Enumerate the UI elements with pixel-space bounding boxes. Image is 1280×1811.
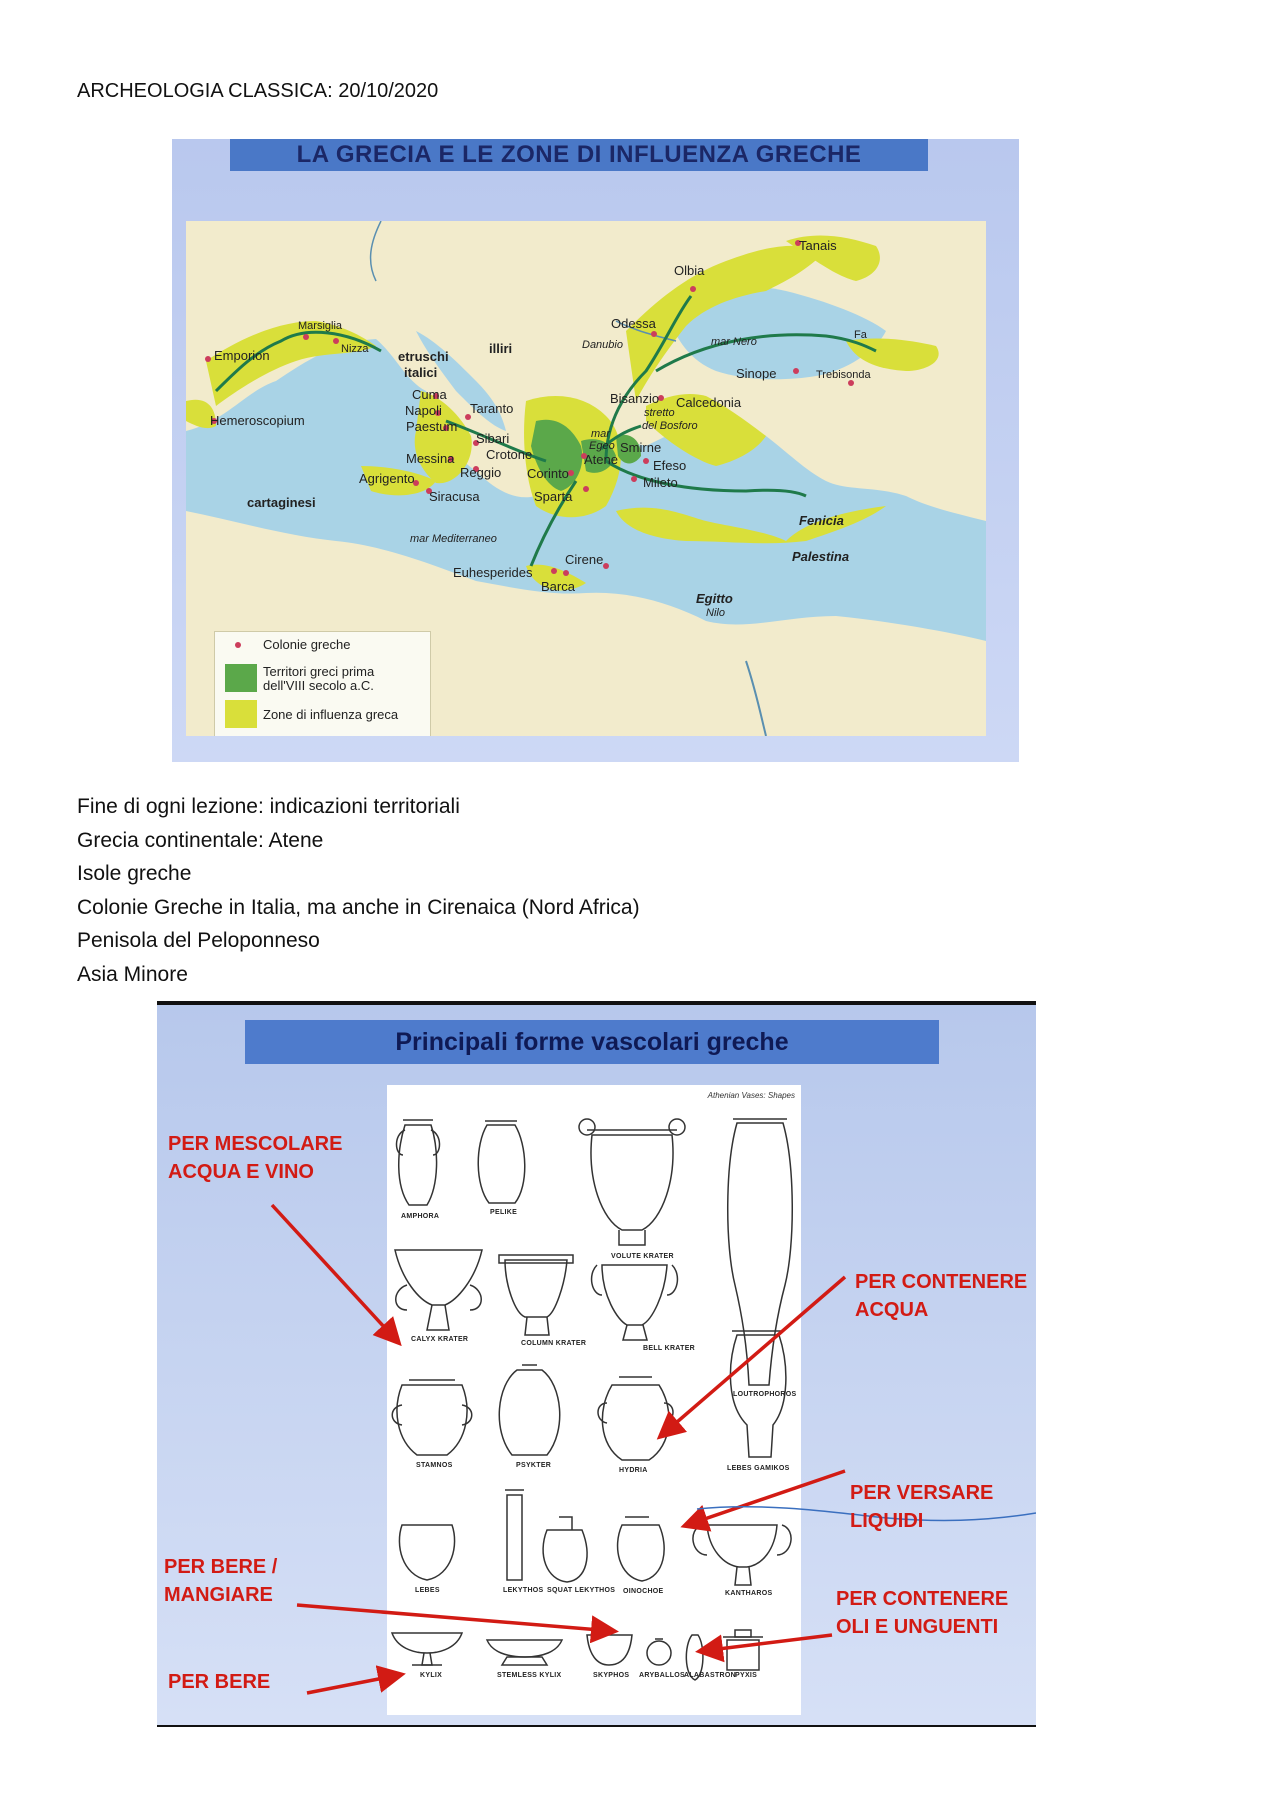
vase-label-skyphos: SKYPHOS	[593, 1672, 630, 1679]
map-label-sinope: Sinope	[736, 366, 777, 381]
vase-label-alabastron: ALABASTRON	[684, 1672, 736, 1679]
map-label-danubio: Danubio	[582, 339, 623, 351]
legend-territories-1: Territori greci prima	[263, 664, 375, 679]
map-label-mar-mediterraneo: mar Mediterraneo	[410, 533, 497, 545]
vase-label-stemless-kylix: STEMLESS KYLIX	[497, 1672, 562, 1679]
map-label-fenicia: Fenicia	[799, 513, 844, 528]
vase-label-loutrophoros: LOUTROPHOROS	[733, 1391, 797, 1398]
category-mix	[168, 1130, 342, 1186]
map-label-fasi: Fa	[854, 329, 867, 341]
map-label-paestum: Paestum	[406, 419, 458, 434]
map-label-olbia: Olbia	[674, 263, 705, 278]
page-header: ARCHEOLOGIA CLASSICA: 20/10/2020	[77, 80, 439, 102]
map-label-atene: Atene	[584, 452, 618, 467]
note-line: Penisola del Peloponneso	[77, 929, 320, 952]
map-area	[186, 221, 986, 736]
legend-colony-dot	[235, 642, 241, 648]
legend-influence: Zone di influenza greca	[263, 707, 399, 722]
category-pour	[850, 1479, 993, 1535]
map-label-reggio: Reggio	[460, 465, 502, 480]
note-line: Grecia continentale: Atene	[77, 828, 324, 852]
map-label-efeso: Efeso	[653, 458, 687, 473]
vase-label-hydria: HYDRIA	[619, 1467, 648, 1474]
note-line: Fine di ogni lezione: indicazioni territoriali	[77, 795, 460, 818]
category-oils-line-1: PER CONTENERE	[836, 1588, 1009, 1610]
vase-label-stamnos: STAMNOS	[416, 1462, 453, 1469]
map-label-nilo: Nilo	[706, 607, 725, 619]
map-label-sibari: Sibari	[476, 431, 510, 446]
map-label-euhesperides: Euhesperides	[453, 565, 533, 580]
map-label-cirene: Cirene	[565, 552, 604, 567]
lecture-notes	[77, 790, 640, 991]
map-label-marsiglia: Marsiglia	[298, 320, 343, 332]
map-label-nizza: Nizza	[341, 343, 369, 355]
map-label-agrigento: Agrigento	[359, 471, 415, 486]
category-drink-eat-line-2: MANGIARE	[164, 1584, 273, 1606]
map-label-mar-nero: mar Nero	[711, 336, 757, 348]
category-water	[855, 1268, 1027, 1324]
map-label-illiri: illiri	[489, 341, 513, 356]
vase-label-oinochoe: OINOCHOE	[623, 1588, 664, 1595]
vase-label-column-krater: COLUMN KRATER	[521, 1340, 587, 1347]
category-oils	[836, 1585, 1008, 1641]
category-mix-line-1: PER MESCOLARE	[168, 1133, 343, 1155]
map-label-stretto: stretto	[644, 407, 675, 419]
map-label-palestina: Palestina	[792, 549, 850, 564]
vase-label-bell-krater: BELL KRATER	[643, 1345, 696, 1352]
category-oils-line-2: OLI E UNGUENTI	[836, 1616, 999, 1638]
map-label-cartaginesi: cartaginesi	[247, 495, 316, 510]
category-water-line-2: ACQUA	[855, 1299, 929, 1321]
map-label-hemeroscopium: Hemeroscopium	[210, 413, 305, 428]
map-label-etruschi: etruschi	[398, 349, 449, 364]
vase-label-volute-krater: VOLUTE KRATER	[611, 1253, 674, 1260]
map-label-tanais: Tanais	[799, 238, 837, 253]
vase-label-psykter: PSYKTER	[516, 1462, 552, 1469]
map-label-corinto: Corinto	[527, 466, 569, 481]
note-line: Colonie Greche in Italia, ma anche in Cirenaica (Nord Africa)	[77, 895, 640, 919]
map-label-odessa: Odessa	[611, 316, 656, 331]
legend-territories-swatch	[225, 664, 257, 692]
map-title	[230, 139, 928, 171]
category-drink: PER BERE	[168, 1671, 271, 1693]
map-figure	[172, 139, 1019, 762]
map-label-italici: italici	[404, 365, 438, 380]
vase-label-amphora: AMPHORA	[401, 1213, 440, 1220]
plate-credit: Athenian Vases: Shapes	[707, 1091, 795, 1100]
map-label-calcedonia: Calcedonia	[676, 395, 742, 410]
legend-colonies: Colonie greche	[263, 637, 351, 652]
note-line: Isole greche	[77, 862, 192, 885]
vase-label-pelike: PELIKE	[490, 1209, 518, 1216]
vase-label-squat-lekythos: SQUAT LEKYTHOS	[547, 1587, 616, 1594]
legend-territories-2: dell'VIII secolo a.C.	[263, 678, 374, 693]
vase-label-lebes-gamikos: LEBES GAMIKOS	[727, 1465, 790, 1472]
map-label-siracusa: Siracusa	[429, 489, 480, 504]
map-legend	[214, 631, 431, 736]
note-line: Asia Minore	[77, 962, 188, 986]
vase-label-pyxis: PYXIS	[735, 1672, 758, 1679]
map-label-smirne: Smirne	[620, 440, 662, 455]
map-label-trebisonda: Trebisonda	[816, 369, 871, 381]
vase-label-lekythos: LEKYTHOS	[503, 1587, 544, 1594]
map-label-crotone: Crotone	[486, 447, 533, 462]
map-label-sparta: Sparta	[534, 489, 573, 504]
map-label-mar-egeo-1: mar	[591, 428, 610, 440]
map-label-barca: Barca	[541, 579, 575, 594]
vase-label-kylix: KYLIX	[420, 1672, 443, 1679]
vase-title: Principali forme vascolari greche	[245, 1020, 939, 1064]
map-label-cuma: Cuma	[412, 387, 447, 402]
map-label-bisanzio: Bisanzio	[610, 391, 660, 406]
map-label-taranto: Taranto	[470, 401, 514, 416]
vase-label-kantharos: KANTHAROS	[725, 1590, 773, 1597]
map-title-text: LA GRECIA E LE ZONE DI INFLUENZA GRECHE	[296, 141, 862, 168]
category-drink-eat	[164, 1553, 277, 1609]
legend-influence-swatch	[225, 700, 257, 728]
map-label-mileto: Mileto	[643, 475, 678, 490]
category-pour-line-1: PER VERSARE	[850, 1482, 994, 1504]
map-label-egitto: Egitto	[696, 591, 733, 606]
map-label-messina: Messina	[406, 451, 455, 466]
category-mix-line-2: ACQUA E VINO	[168, 1161, 314, 1183]
map-label-napoli: Napoli	[405, 403, 442, 418]
vase-label-aryballos: ARYBALLOS	[639, 1672, 685, 1679]
category-drink-eat-line-1: PER BERE /	[164, 1556, 278, 1578]
vase-label-lebes: LEBES	[415, 1587, 440, 1594]
vase-label-calyx-krater: CALYX KRATER	[411, 1336, 469, 1343]
map-label-mar-egeo-2: Egeo	[589, 440, 615, 452]
map-label-bosforo: del Bosforo	[642, 420, 698, 432]
category-water-line-1: PER CONTENERE	[855, 1271, 1028, 1293]
map-label-emporion: Emporion	[214, 348, 270, 363]
category-pour-line-2: LIQUIDI	[850, 1510, 924, 1532]
vase-figure	[157, 1001, 1036, 1727]
